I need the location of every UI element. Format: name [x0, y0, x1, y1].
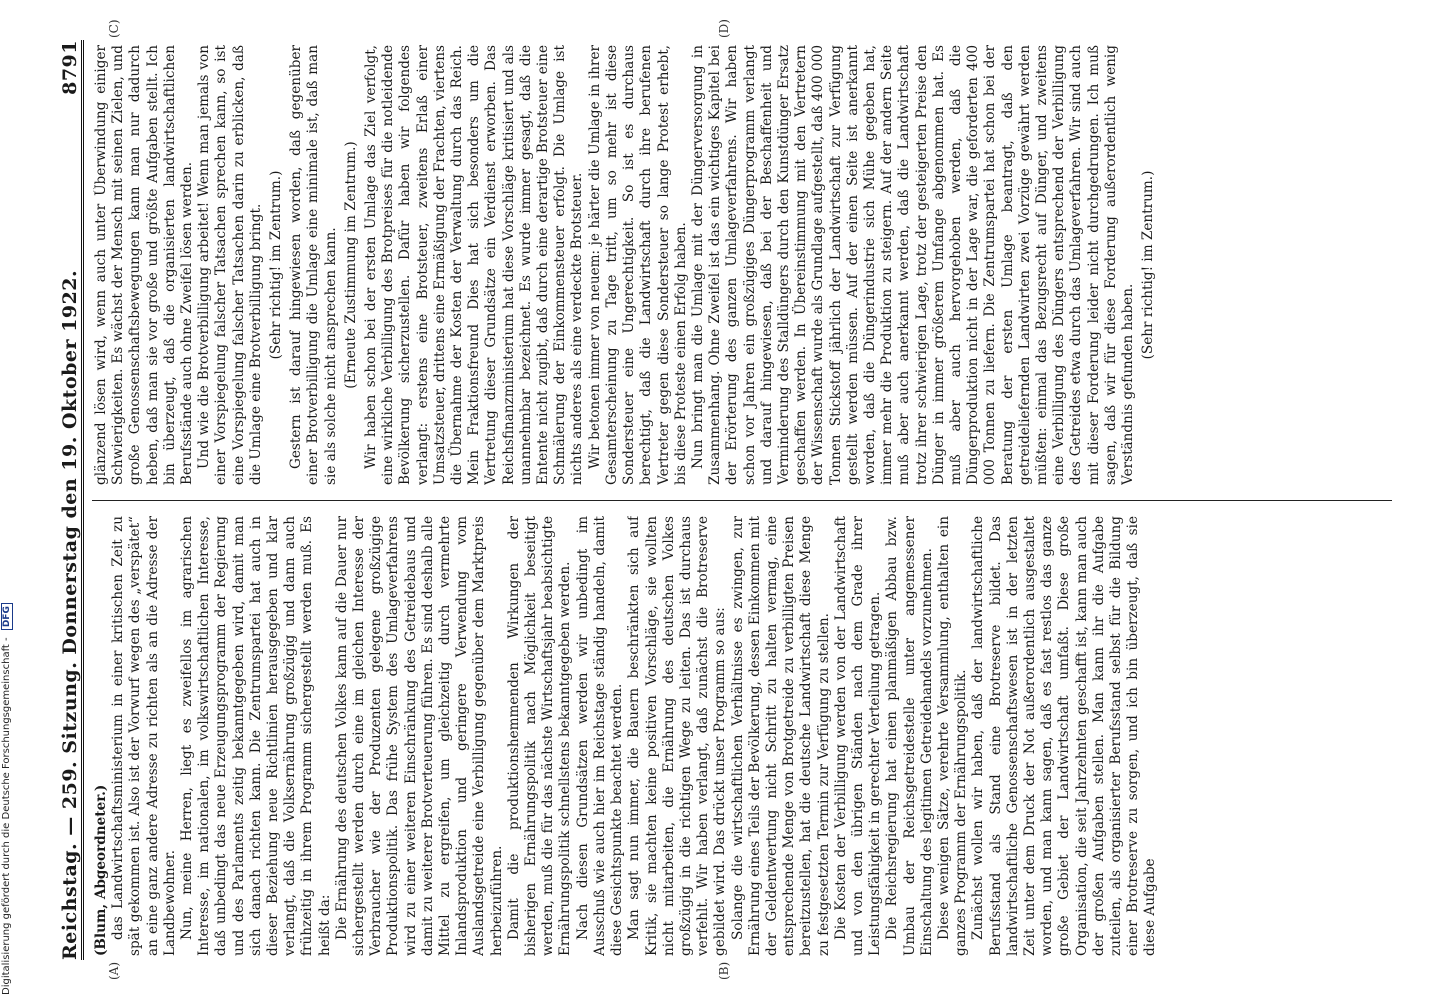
- page-number: 8791: [59, 40, 81, 95]
- quotation-paragraph: Die Kosten der Verbilligung werden von der Landwirtschaft und von den übrigen Ständen nach dem Grade ihrer Leistungsfähigkeit in gerechter Verteilung getragen.: [832, 516, 884, 956]
- quotation-paragraph: Solange die wirtschaftlichen Verhältnisse es zwingen, zur Ernährung eines Teils der Bevölkerung, dessen Einkommen mit der Geldentwertung nicht Schritt zu halten vermag, eine entsprechende Menge von Brotgetreide zu verbilligten Preisen bereitzustellen, hat die deutsche Landwirtschaft diese Menge zu festgesetzten Termin zur Verfügung zu stellen.: [729, 516, 832, 956]
- right-column: [93, 45, 1393, 485]
- quotation-paragraph: Die Reichsregierung hat einen planmäßigen Abbau bzw. Umbau der Reichsgetreidestelle unter angemessener Einschaltung des legitimen Getreidehandels vorzunehmen.: [884, 516, 935, 956]
- running-title: Reichstag. — 259. Sitzung. Donnerstag den 19. Oktober 1922.: [59, 269, 81, 960]
- margin-marker-b: (B): [717, 961, 731, 980]
- dfg-logo: DFG: [1, 603, 13, 630]
- credit-text: Digitalisierung gefördert durch die Deutsche Forschungsgemeinschaft -: [1, 637, 12, 995]
- speaker-line: (Blum, Abgeordneter.): [93, 784, 109, 956]
- paragraph: Man sagt nun immer, die Bauern beschränkten sich auf Kritik, sie machten keine positiven Vorschläge, sie wollten nicht mitarbeiten, die Ernährung des deutschen Volkes großzügig in die richtigen Wege zu leiten. Das ist durchaus verfehlt. Wir haben verlangt, daß zunächst die Brotreserve gebildet wird. Das drückt unser Programm so aus:: [626, 516, 729, 956]
- paragraph: Nun, meine Herren, liegt es zweifellos im agrarischen Interesse, im nationalen, im volkswirtschaftlichen Interesse, daß unbedingt das neue Erzeugungsprogramm der Regierung und des Parlaments zeitig bekanntgegeben wird, damit man sich danach richten kann. Die Zentrumspartei hat auch in dieser Beziehung neue Richtlinien herausgegeben und klar verlangt, daß die Volksernährung großzügig und dann auch frühzeitig in ihrem Programm sichergestellt werden muß. Es heißt da:: [179, 516, 333, 956]
- interjection: (Sehr richtig! im Zentrum.): [268, 170, 285, 360]
- column-divider: [92, 500, 1392, 501]
- paragraph: glänzend lösen wird, wenn auch unter Überwindung einiger Schwierigkeiten. Es wächst der Mensch mit seinen Zielen, und große Genossenschaftsbewegungen kann man nur dadurch heben, daß man sie vor große und größte Aufgaben stellt. Ich bin überzeugt, daß die organisierten landwirtschaftlichen Berufsstände auch ohne Zweifel lösen werden.: [93, 45, 196, 485]
- paragraph: Diese wenigen Sätze, verehrte Versammlung, enthalten ein ganzes Programm der Ernährungspolitik.: [935, 516, 970, 956]
- interjection: (Erneute Zustimmung im Zentrum.): [342, 141, 359, 389]
- margin-marker-a: (A): [107, 961, 121, 980]
- interjection: (Sehr richtig! im Zentrum.): [1140, 170, 1157, 360]
- paragraph: Wir haben schon bei der ersten Umlage das Ziel verfolgt, eine wirkliche Verbilligung des Brotpreises für die notleidende Bevölkerung sicherzustellen. Dafür haben wir folgendes verlangt: erstens eine Brotsteuer, zweitens Erlaß einer Umsatzsteuer, drittens eine Ermäßigung der Frachten, viertens die Übernahme der Kosten der Verwaltung durch das Reich. Mein Fraktionsfreund Dies hat sich besonders um die Vertretung dieser Grundsätze ein Verdienst erworben. Das Reichsfinanzministerium hat diese Vorschläge kritisiert und als unannehmbar bezeichnet. Es wurde immer gesagt, daß die Entente nicht zugibt, daß durch eine derartige Brotsteuer eine Schmälerung der Einkommensteuer erfolgt. Die Umlage ist nichts anderes als eine verdeckte Brotsteuer.: [363, 45, 586, 485]
- digitization-credit: [1, 20, 15, 1000]
- paragraph: Nun bringt man die Umlage mit der Düngerversorgung in Zusammenhang. Ohne Zweifel ist das ein wichtiges Kapitel bei der Erörterung des ganzen Umlageverfahrens. Wir haben schon vor Jahren ein großzügiges Düngerprogramm verlangt und darauf hingewiesen, daß bei der Beschaffenheit und Verminderung des Stalldüngers durch den Kunstdünger Ersatz geschaffen werden. In Übereinstimmung mit den Vertretern der Wissenschaft wurde als Grundlage aufgestellt, daß 400 000 Tonnen Stickstoff jährlich der Landwirtschaft zur Verfügung gestellt werden müssen. Auf der einen Seite ist anerkannt worden, daß die Düngerindustrie sich Mühe gegeben hat, immer mehr die Produktion zu steigern. Auf der andern Seite muß aber auch anerkannt werden, daß die Landwirtschaft trotz ihrer schwierigen Lage, trotz der gesteigerten Preise den Dünger in immer größerem Umfange abgenommen hat. Es muß aber auch hervorgehoben werden, daß die Düngerproduktion nicht in der Lage war, die geforderten 400 000 Tonnen zu liefern. Die Zentrumspartei hat schon bei der Beratung der ersten Umlage beantragt, daß den getreideliefernden Landwirten zwei Vorzüge gewährt werden müßten: einmal das Bezugsrecht auf Dünger, und zweitens eine Verbilligung des Düngers entsprechend der Verbilligung des Getreides etwa durch das Umlageverfahren. Wir sind auch mit dieser Forderung leider nicht durchgedrungen. Ich muß sagen, daß wir für diese Forderung außerordentlich wenig Verständnis gefunden haben.: [689, 45, 1136, 485]
- paragraph: Nach diesen Grundsätzen werden wir unbedingt im Ausschuß wie auch hier im Reichstage ständig handeln, damit diese Gesichtspunkte beachtet werden.: [574, 516, 626, 956]
- paragraph: Wir betonen immer von neuem: je härter die Umlage in ihrer Gesamterscheinung zu Tage tritt, um so mehr ist diese Sondersteuer eine Ungerechtigkeit. So ist es durchaus berechtigt, daß die Landwirtschaft durch ihre berufenen Vertreter gegen diese Sondersteuer so lange Protest erhebt, bis diese Proteste einen Erfolg haben.: [586, 45, 689, 485]
- page-header: [47, 40, 84, 960]
- paragraph: Und wie die Brotverbilligung arbeitet! Wenn man jemals von einer Vorspiegelung falscher Tatsachen sprechen kann, so ist eine Vorspiegelung falscher Tatsachen darin zu erblicken, daß die Umlage eine Brotverbilligung bringt.: [196, 45, 264, 485]
- paragraph: das Landwirtschaftsministerium in einer kritischen Zeit zu spät gekommen ist. Also ist der Vorwurf wegen des „verspätet“ an eine ganz andere Adresse zu richten als an die Adresse der Landbewohner.: [110, 516, 178, 956]
- margin-marker-d: (D): [717, 19, 731, 38]
- quotation-paragraph: Die Ernährung des deutschen Volkes kann auf die Dauer nur sichergestellt werden durch eine im gleichen Interesse der Verbraucher wie der Produzenten gelegene großzügige Produktionspolitik. Das frühe System des Umlageverfahrens wird zu einer weiteren Einschränkung des Getreidebaus und damit zu weiterer Brotverteuerung führen. Es sind deshalb alle Mittel zu ergreifen, um gleichzeitig durch vermehrte Inlandsproduktion und geringere Verwendung vom Auslandsgetreide eine Verbilligung gegenüber dem Marktpreis herbeizuführen.: [333, 516, 505, 956]
- document-page: [17, 0, 1417, 1000]
- quotation-paragraph: Damit die produktionshemmenden Wirkungen der bisherigen Ernährungspolitik nach Möglichkeit beseitigt werden, muß die für das nächste Wirtschaftsjahr beabsichtigte Ernährungspolitik schnellstens bekanntgegeben werden.: [505, 516, 574, 956]
- margin-marker-c: (C): [107, 19, 121, 38]
- left-column: [93, 516, 1393, 956]
- paragraph: Zunächst wollen wir haben, daß der landwirtschaftliche Berufsstand als Stand eine Brotreserve bildet. Das landwirtschaftliche Genossenschaftswesen ist in der letzten Zeit unter dem Druck der Not außerordentlich ausgestaltet worden, und man kann sagen, daß es fast restlos das ganze große Gebiet der Landwirtschaft umfaßt. Diese große Organisation, die seit Jahrzehnten geschafft ist, kann man auch der großen Aufgaben stellen. Man kann ihr die Aufgabe zuteilen, als organisierter Berufsstand selbst für die Bildung einer Brotreserve zu sorgen, und ich bin überzeugt, daß sie diese Aufgabe: [970, 516, 1159, 956]
- paragraph: Gestern ist darauf hingewiesen worden, daß gegenüber einer Brotverbilligung die Umlage eine minimale ist, daß man sie als solche nicht ansprechen kann.: [288, 45, 339, 485]
